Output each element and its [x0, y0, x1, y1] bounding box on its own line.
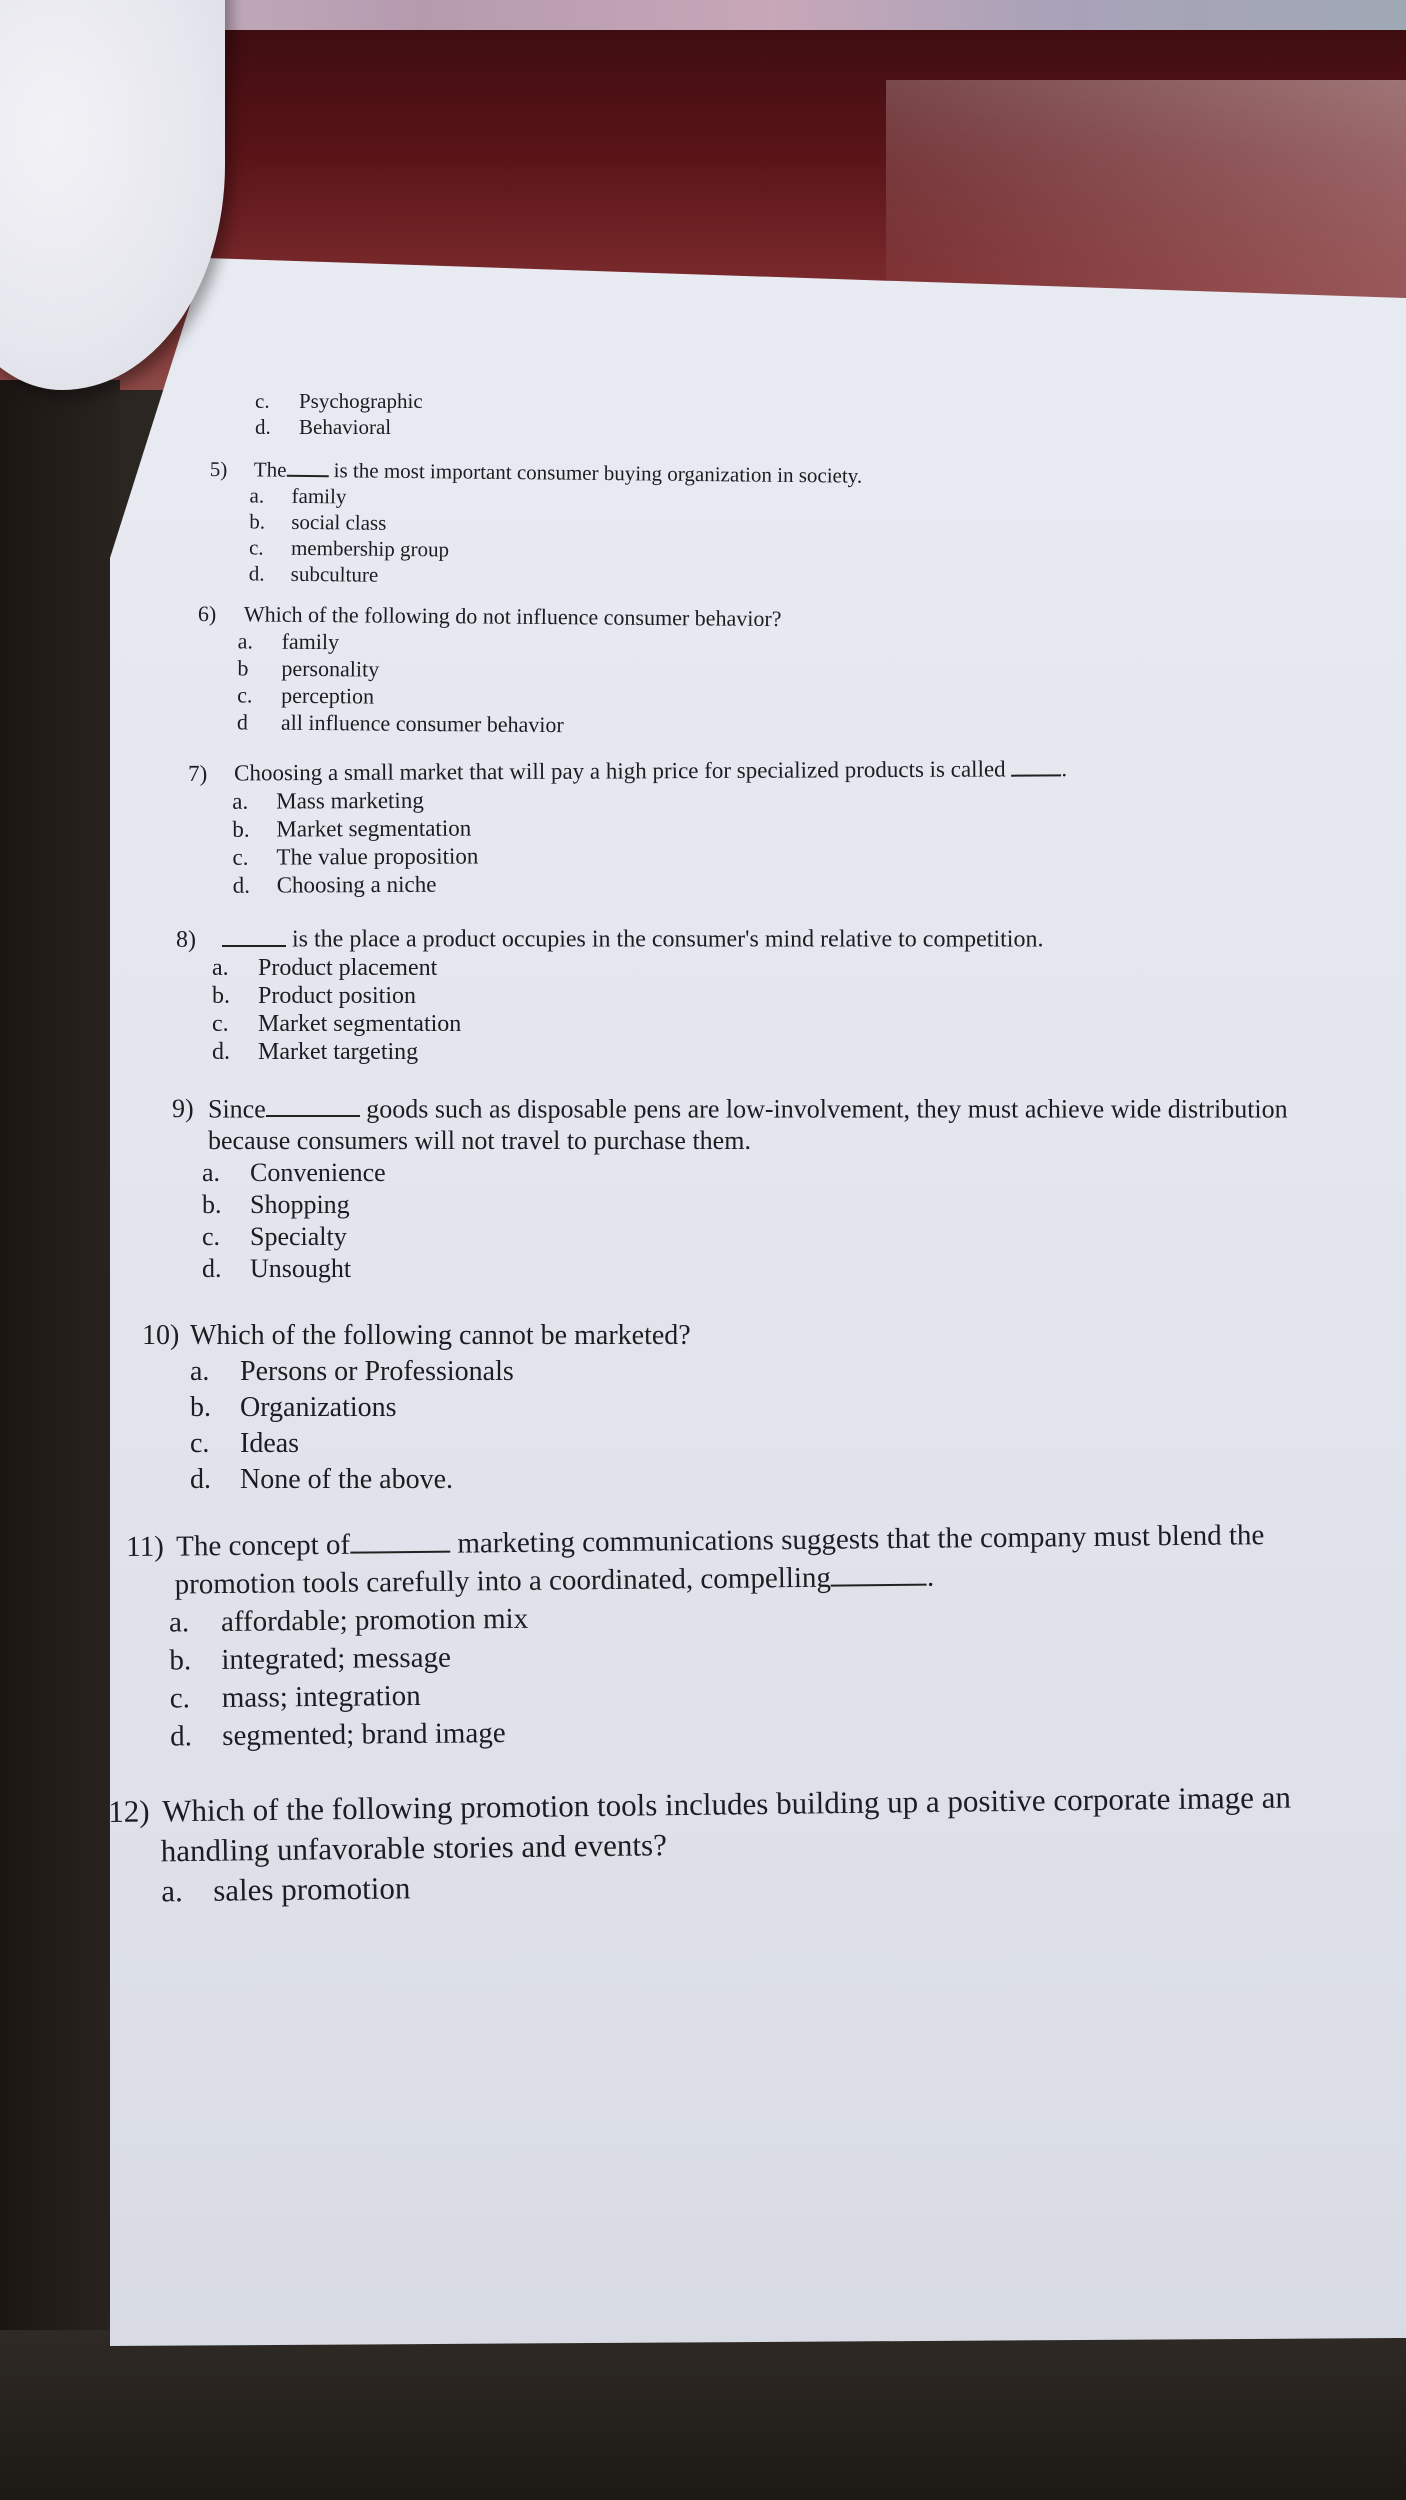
question-9-stem: 9) Since goods such as disposable pens are low-involvement, they must achieve wide distribution: [172, 1092, 1288, 1125]
option-b: b personality: [237, 655, 380, 682]
option-d: d all influence consumer behavior: [236, 709, 564, 738]
option-c: c. perception: [237, 682, 375, 709]
question-7: [188, 753, 1068, 899]
question-11-stem: 11) The concept of marketing communications suggests that the company must blend the: [126, 1519, 1265, 1564]
question-12-stem: 12) Which of the following promotion tools includes building up a positive corporate image an: [108, 1779, 1292, 1829]
question-8-stem: 8) is the place a product occupies in the consumer's mind relative to competition.: [176, 923, 1043, 954]
answer-blank: [831, 1558, 927, 1587]
option-a: a. sales promotion: [160, 1870, 411, 1909]
option-c: c. The value proposition: [232, 843, 479, 870]
option-b: b. Market segmentation: [232, 815, 472, 842]
question-10-stem: 10) Which of the following cannot be marketed?: [142, 1320, 691, 1351]
question-9: [172, 1092, 1288, 1285]
option-d: d. subculture: [248, 561, 379, 587]
option-d: d. segmented; brand image: [170, 1717, 506, 1753]
question-4-continued: [255, 388, 423, 440]
option-b: b. social class: [249, 509, 387, 535]
option-d: d. Behavioral: [255, 415, 392, 439]
option-d: d. Unsought: [202, 1254, 352, 1284]
question-6: [197, 600, 782, 740]
answer-blank: [1011, 753, 1061, 776]
option-c: c. Ideas: [190, 1428, 300, 1459]
question-11: [126, 1516, 1267, 1756]
option-c: c. membership group: [248, 535, 450, 562]
option-a: a. Product placement: [212, 954, 438, 981]
option-a: a. affordable; promotion mix: [168, 1602, 529, 1639]
option-b: b. Shopping: [202, 1190, 350, 1220]
answer-blank: [286, 456, 328, 477]
option-a: a. Persons or Professionals: [190, 1356, 514, 1387]
option-c: c. Specialty: [202, 1222, 347, 1252]
question-11-stem-line2: promotion tools carefully into a coordinated, compelling .: [126, 1554, 1265, 1604]
question-8: [176, 923, 1043, 1066]
option-d: d. None of the above.: [190, 1464, 454, 1495]
option-c: c. Market segmentation: [212, 1010, 462, 1037]
question-12: [108, 1778, 1292, 1912]
question-5: [209, 455, 863, 593]
option-d: d. Choosing a niche: [232, 871, 437, 898]
option-b: b. Organizations: [190, 1392, 397, 1423]
option-b: b. integrated; message: [169, 1641, 452, 1677]
option-c: c. mass; integration: [169, 1680, 421, 1715]
answer-blank: [222, 923, 286, 947]
option-a: a. Mass marketing: [232, 787, 424, 814]
question-9-stem-line2: because consumers will not travel to purchase them.: [208, 1126, 751, 1156]
option-b: b. Product position: [212, 982, 417, 1009]
question-10: [142, 1318, 691, 1498]
option-c: c. Psychographic: [255, 389, 423, 413]
option-a: a. family: [237, 628, 340, 655]
answer-blank: [266, 1092, 360, 1117]
option-a: a. Convenience: [202, 1158, 386, 1188]
question-12-stem-line2: handling unfavorable stories and events?: [160, 1827, 668, 1869]
question-6-stem: 6) Which of the following do not influence consumer behavior?: [197, 600, 782, 632]
option-d: d. Market targeting: [212, 1038, 419, 1065]
question-7-stem: 7) Choosing a small market that will pay a high price for specialized products is called .: [188, 753, 1067, 787]
option-a: a. family: [249, 483, 347, 509]
question-5-stem: 5) The is the most important consumer buying organization in society.: [209, 456, 863, 488]
answer-blank: [350, 1525, 450, 1554]
